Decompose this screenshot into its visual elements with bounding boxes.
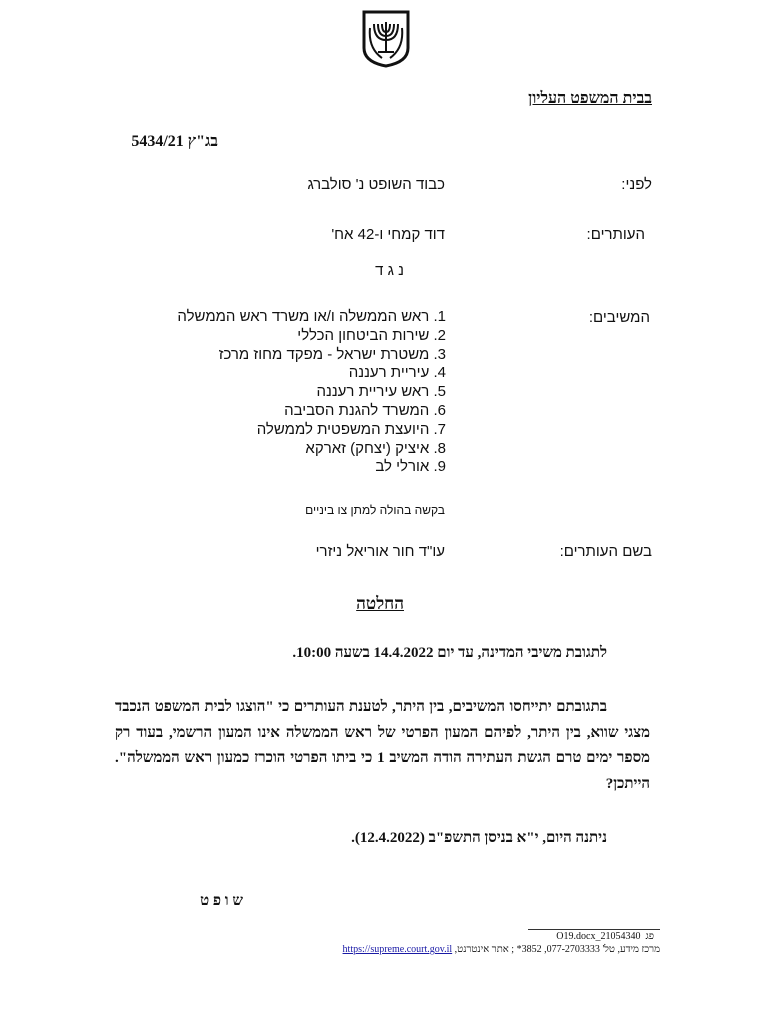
- judge-name: כבוד השופט נ' סולברג: [307, 176, 445, 193]
- petitioners-value: דוד קמחי ו-42 אח': [331, 226, 445, 243]
- doc-id: 21054340_O19.docx: [556, 931, 641, 942]
- respondent-item: 3. משטרת ישראל - מפקד מחוז מרכז: [218, 345, 446, 363]
- request-type: בקשה בהולה למתן צו ביניים: [305, 503, 445, 517]
- respondent-item: 7. היועצת המשפטית לממשלה: [256, 420, 446, 438]
- versus: נ ג ד: [375, 262, 404, 279]
- respondent-item: 6. המשרד להגנת הסביבה: [284, 401, 446, 419]
- court-name: בבית המשפט העליון: [528, 90, 652, 107]
- respondents-list: [177, 308, 446, 477]
- decision-paragraph-2-text: בתגובתם יתייחסו המשיבים, בין היתר, לטענת העותרים כי "הוצגו לבית המשפט הנכבד מצגי שווא, בין היתר, לפיהם המעון הפרטי של ראש הממשלה אינו המעון הרשמי, בעוד רק מספר ימים טרם הגשת העתירה הודה המשיב 1 כי ביתו הפרטי הוכרז כמעון ראש הממשלה". הייתכן?: [115, 699, 651, 792]
- initials: פג: [645, 931, 654, 942]
- before-label: לפני:: [621, 176, 652, 193]
- respondent-item: 1. ראש הממשלה ו/או משרד ראש הממשלה: [177, 308, 446, 325]
- respondent-item: 9. אורלי לב: [375, 458, 446, 476]
- website-link[interactable]: https://supreme.court.gov.il: [342, 944, 453, 955]
- respondent-item: 4. עיריית רעננה: [348, 364, 446, 382]
- footer-divider: [528, 929, 660, 930]
- given-date: ניתנה היום, י"א בניסן התשפ"ב (12.4.2022).: [351, 830, 607, 846]
- respondent-item: 2. שירות הביטחון הכללי: [297, 326, 446, 344]
- decision-paragraph-1: לתגובת משיבי המדינה, עד יום 14.4.2022 בשעה 10:00.: [292, 645, 607, 661]
- footer-info-line: [343, 944, 660, 955]
- state-emblem-icon: [358, 8, 414, 68]
- respondent-item: 8. איציק (יצחק) זארקא: [305, 439, 446, 457]
- footer-doc-line: [556, 931, 654, 942]
- respondents-label: המשיבים:: [588, 309, 650, 326]
- petitioners-label: העותרים:: [586, 226, 645, 243]
- contact-info: מרכז מידע, טל' 077-2703333, 3852* ; אתר אינטרנט,: [454, 944, 660, 955]
- case-number: בג"ץ 5434/21: [131, 133, 218, 150]
- counsel-value: עו"ד חור אוריאל ניזרי: [315, 543, 445, 560]
- respondent-item: 5. ראש עיריית רעננה: [316, 383, 446, 401]
- decision-paragraph-2: [115, 695, 650, 797]
- judge-signature: ש ו פ ט: [200, 893, 243, 909]
- decision-title: החלטה: [356, 594, 404, 613]
- counsel-label: בשם העותרים:: [559, 543, 652, 560]
